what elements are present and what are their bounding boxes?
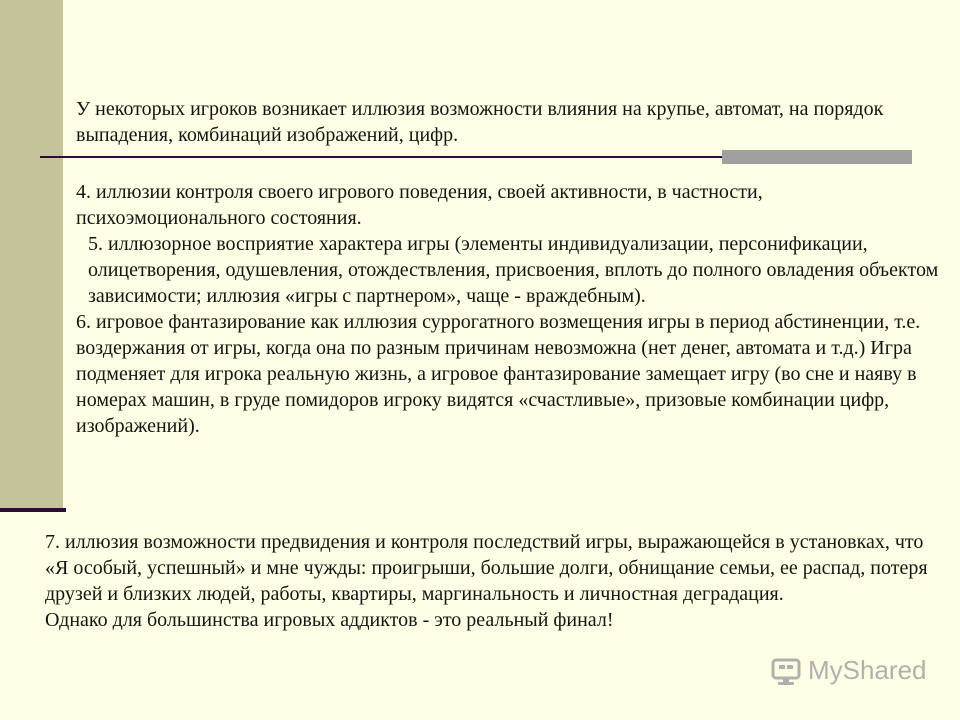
- conclusion-text: Однако для большинства игровых аддиктов - это реальный финал!: [45, 609, 614, 631]
- watermark-logo: [770, 655, 927, 686]
- list-item-5: 5. иллюзорное восприятие характера игры (элементы индивидуализации, персонификации, олицетворения, одушевления, отождествления, присвоения, вплоть до полного овладения объектом зависимости; иллюзия «игры с партнером», чаще - враждебным).: [88, 233, 939, 307]
- list-item-7: 7. иллюзия возможности предвидения и контроля последствий игры, выражающейся в установках, что «Я особый, успешный» и мне чужды: проигрыши, большие долги, обнищание семьи, ее распад, потеря друзей и близких людей, работы, квартиры, маргинальность и личностная деградация.: [45, 531, 928, 605]
- list-item-6: 6. игровое фантазирование как иллюзия суррогатного возмещения игры в период абстиненции, т.е. воздержания от игры, когда она по разным причинам невозможна (нет денег, автомата и т.д.) Игра подменяет для игрока реальную жизнь, а игровое фантазирование замещает игру (во сне и наяву в номерах машин, в груде помидоров игроку видятся «счастливые», призовые комбинации цифр, изображений).: [76, 311, 921, 437]
- intro-text: У некоторых игроков возникает иллюзия возможности влияния на крупье, автомат, на порядок выпадения, комбинаций изображений, цифр.: [76, 98, 884, 146]
- monitor-icon: [770, 656, 802, 686]
- watermark-text: MyShared: [808, 655, 927, 685]
- side-rule: [0, 508, 66, 512]
- gray-accent-bar: [722, 150, 912, 164]
- intro-paragraph: [76, 96, 946, 148]
- side-decoration-bar: [0, 0, 63, 510]
- bottom-section: [45, 529, 945, 633]
- main-list: [76, 179, 946, 439]
- list-item-4: 4. иллюзии контроля своего игрового поведения, своей активности, в частности, психоэмоционального состояния.: [76, 181, 763, 229]
